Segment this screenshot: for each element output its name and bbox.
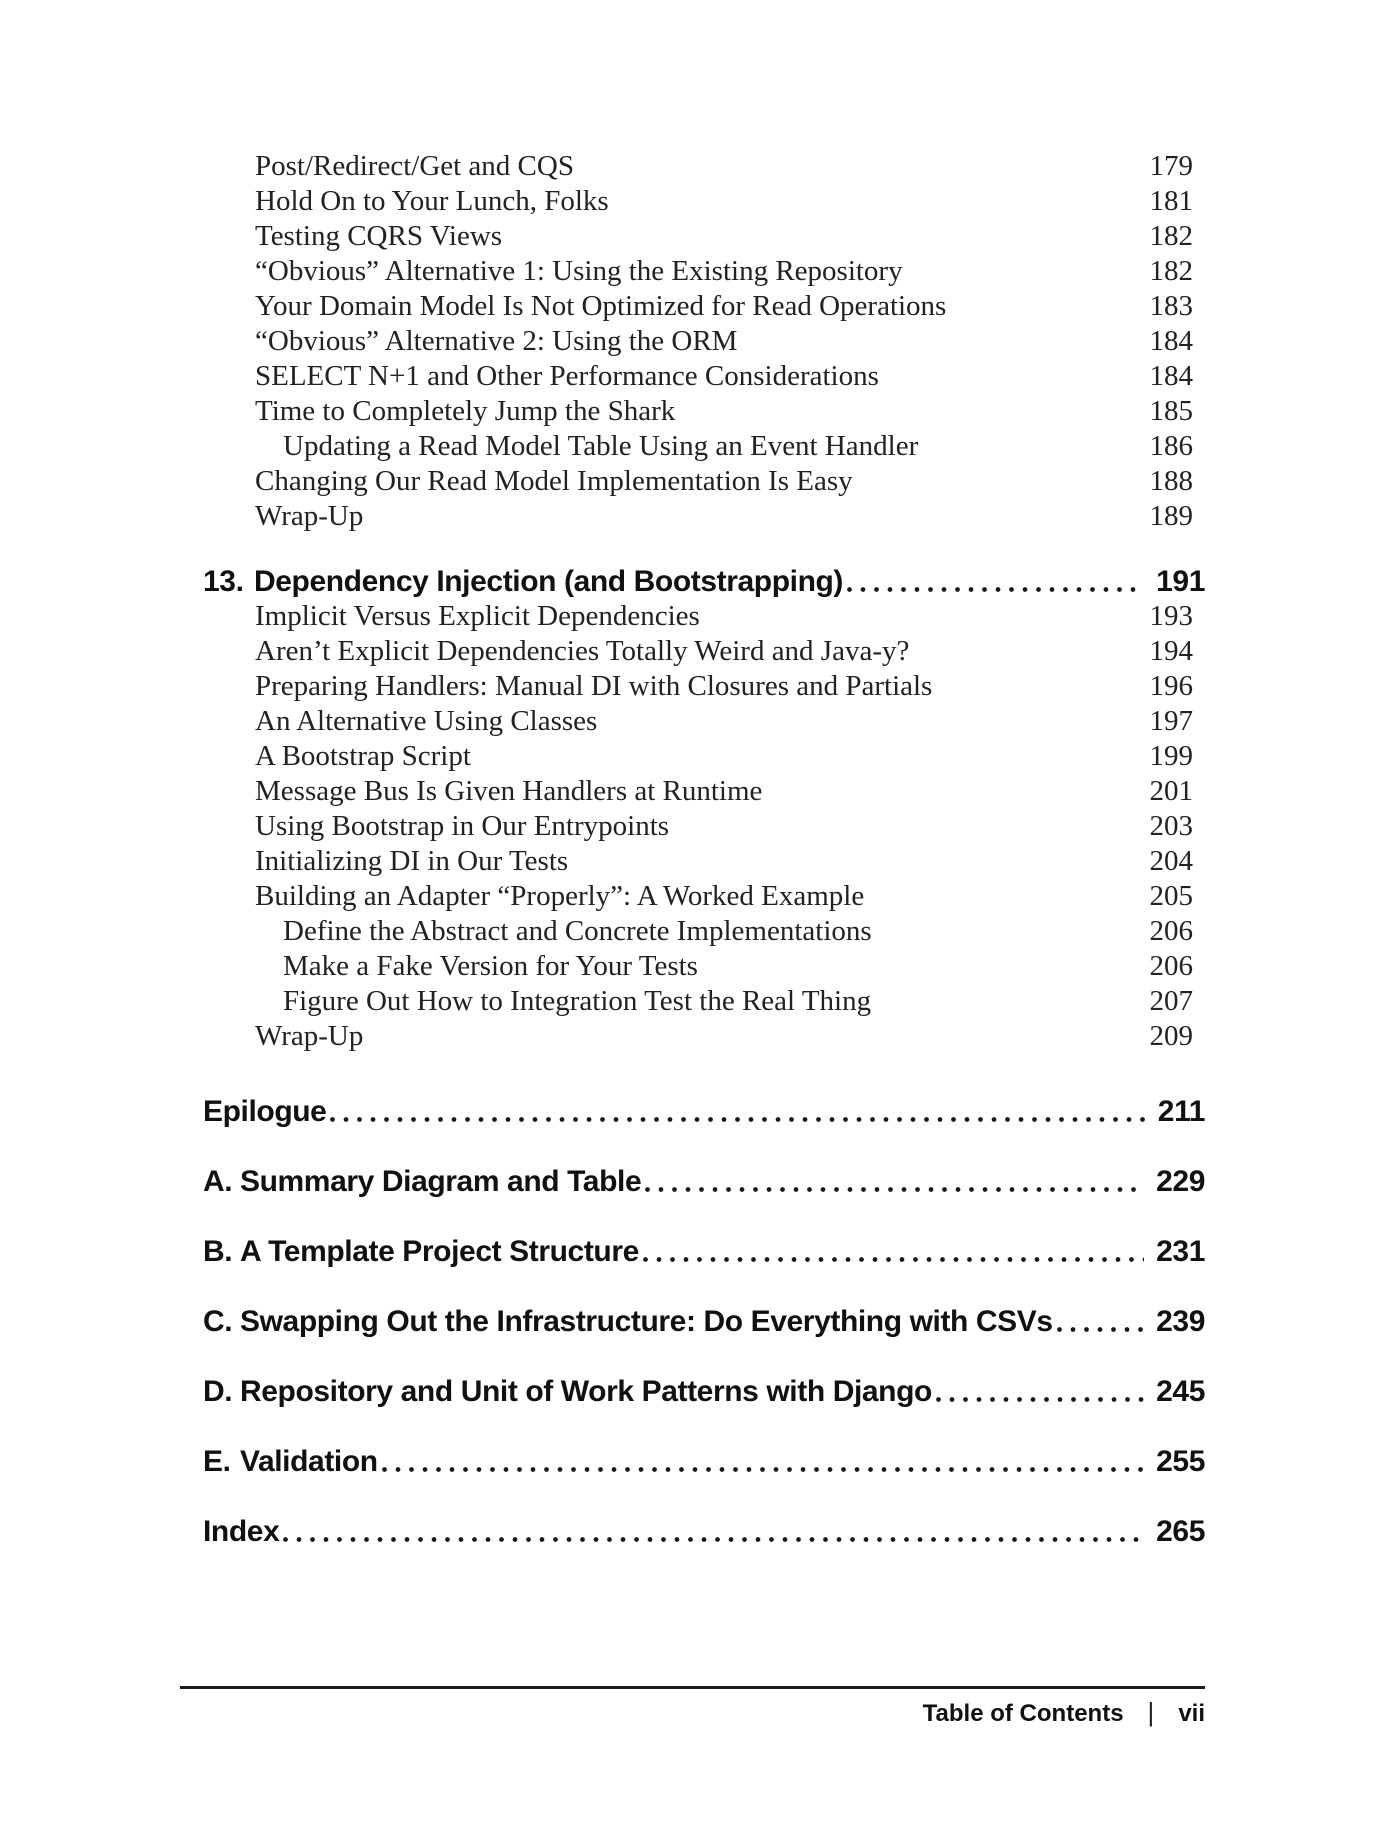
- entry-title: Swapping Out the Infrastructure: Do Everything with CSVs: [240, 1305, 1053, 1338]
- toc-entry: [203, 499, 1205, 534]
- entry-page-number: 182: [1149, 220, 1193, 252]
- entry-page-number: 201: [1149, 775, 1193, 807]
- entry-page-number: 193: [1149, 600, 1193, 632]
- toc-entry: [203, 949, 1205, 984]
- entry-title: “Obvious” Alternative 1: Using the Existing Repository: [255, 255, 903, 287]
- toc-entry: [203, 914, 1205, 949]
- entry-page-number: 186: [1149, 430, 1193, 462]
- entry-title: Testing CQRS Views: [255, 220, 503, 252]
- chapter13-block: [203, 564, 1205, 1054]
- entry-title: Dependency Injection (and Bootstrapping): [254, 565, 844, 598]
- entry-page-number: 185: [1149, 395, 1193, 427]
- toc-entry: [203, 289, 1205, 324]
- entry-page-number: 229: [1156, 1165, 1205, 1198]
- entry-title: Wrap-Up: [255, 500, 364, 532]
- entry-page-number: 196: [1149, 670, 1193, 702]
- toc-entry: [203, 809, 1205, 844]
- entry-title: Define the Abstract and Concrete Implementations: [283, 915, 872, 947]
- entry-title: Figure Out How to Integration Test the Real Thing: [283, 985, 872, 1017]
- toc-entry: [203, 669, 1205, 704]
- entry-title: Message Bus Is Given Handlers at Runtime: [255, 775, 763, 807]
- entry-title: Using Bootstrap in Our Entrypoints: [255, 810, 670, 842]
- entry-title: SELECT N+1 and Other Performance Considerations: [255, 360, 879, 392]
- back-matter-heading: [203, 1514, 1205, 1549]
- footer-section-label: Table of Contents: [922, 1700, 1124, 1727]
- toc-entry: [203, 599, 1205, 634]
- leader-dots: [847, 587, 1144, 592]
- back-matter-line: [203, 1514, 1205, 1549]
- entry-title: Wrap-Up: [255, 1020, 364, 1052]
- entry-title: Hold On to Your Lunch, Folks: [255, 185, 609, 217]
- entry-title: A Bootstrap Script: [255, 740, 471, 772]
- entry-title: Aren’t Explicit Dependencies Totally Weird and Java-y?: [255, 635, 910, 667]
- toc-entry: [203, 634, 1205, 669]
- leader-dots: [382, 1467, 1144, 1472]
- entry-prefix: B.: [203, 1235, 233, 1268]
- entry-page-number: 205: [1149, 880, 1193, 912]
- back-matter-line: [203, 1094, 1205, 1129]
- entry-title: Validation: [240, 1445, 378, 1478]
- back-matter-heading: [203, 1444, 1205, 1479]
- back-matter-heading: [203, 1304, 1205, 1339]
- entry-page-number: 211: [1157, 1095, 1205, 1128]
- entry-prefix: D.: [203, 1375, 233, 1408]
- entry-title: Building an Adapter “Properly”: A Worked Example: [255, 880, 865, 912]
- entry-title: Repository and Unit of Work Patterns with Django: [240, 1375, 932, 1408]
- footer-page-number: vii: [1178, 1700, 1205, 1727]
- toc-entry: [203, 324, 1205, 359]
- entry-title: Changing Our Read Model Implementation Is Easy: [255, 465, 853, 497]
- toc-entry: [203, 394, 1205, 429]
- entry-page-number: 197: [1149, 705, 1193, 737]
- entry-prefix: E.: [203, 1445, 231, 1478]
- entry-title: Your Domain Model Is Not Optimized for Read Operations: [255, 290, 947, 322]
- entry-page-number: 194: [1149, 635, 1193, 667]
- leader-dots: [330, 1117, 1145, 1122]
- entry-title: Make a Fake Version for Your Tests: [283, 950, 698, 982]
- entry-page-number: 182: [1149, 255, 1193, 287]
- entry-title: Initializing DI in Our Tests: [255, 845, 569, 877]
- footer-rule: [180, 1686, 1205, 1689]
- leader-dots: [645, 1187, 1144, 1192]
- chapter-heading: [203, 564, 1205, 599]
- entry-prefix: A.: [203, 1165, 233, 1198]
- entry-page-number: 206: [1149, 950, 1193, 982]
- toc-entry: [203, 739, 1205, 774]
- entry-page-number: 184: [1149, 360, 1193, 392]
- back-matter-heading: [203, 1094, 1205, 1129]
- back-matter-line: [203, 1374, 1205, 1409]
- entry-title: “Obvious” Alternative 2: Using the ORM: [255, 325, 738, 357]
- toc-entry: [203, 429, 1205, 464]
- entry-title: Implicit Versus Explicit Dependencies: [255, 600, 700, 632]
- toc-entry: [203, 984, 1205, 1019]
- entry-page-number: 189: [1149, 500, 1193, 532]
- entry-page-number: 231: [1156, 1235, 1205, 1268]
- back-matter-line: [203, 1304, 1205, 1339]
- toc-entry: [203, 184, 1205, 219]
- toc-entry: [203, 219, 1205, 254]
- entry-page-number: 181: [1149, 185, 1193, 217]
- leader-dots: [283, 1537, 1144, 1542]
- entry-title: Epilogue: [203, 1095, 327, 1128]
- back-matter-heading: [203, 1234, 1205, 1269]
- footer-divider: |: [1147, 1697, 1155, 1727]
- entry-page-number: 209: [1149, 1020, 1193, 1052]
- entry-page-number: 188: [1149, 465, 1193, 497]
- leader-dots: [643, 1257, 1144, 1262]
- entry-title: Preparing Handlers: Manual DI with Closures and Partials: [255, 670, 933, 702]
- entry-page-number: 183: [1149, 290, 1193, 322]
- toc-entry: [203, 254, 1205, 289]
- toc-entry: [203, 704, 1205, 739]
- entry-prefix: 13.: [203, 565, 244, 598]
- entry-page-number: 203: [1149, 810, 1193, 842]
- entry-title: Post/Redirect/Get and CQS: [255, 150, 574, 182]
- toc-entry: [203, 149, 1205, 184]
- entry-page-number: 245: [1156, 1375, 1205, 1408]
- toc-entry: [203, 464, 1205, 499]
- entry-title: An Alternative Using Classes: [255, 705, 598, 737]
- entry-title: Summary Diagram and Table: [240, 1165, 642, 1198]
- back-matter-line: [203, 1164, 1205, 1199]
- entry-page-number: 265: [1156, 1515, 1205, 1548]
- toc-entry: [203, 359, 1205, 394]
- toc-entry: [203, 1019, 1205, 1054]
- entry-page-number: 206: [1149, 915, 1193, 947]
- entry-page-number: 199: [1149, 740, 1193, 772]
- entry-page-number: 179: [1149, 150, 1193, 182]
- entry-page-number: 191: [1156, 565, 1205, 598]
- leader-dots: [936, 1397, 1144, 1402]
- entry-title: Time to Completely Jump the Shark: [255, 395, 676, 427]
- entry-page-number: 184: [1149, 325, 1193, 357]
- entry-title: Index: [203, 1515, 280, 1548]
- leader-dots: [1057, 1327, 1144, 1332]
- toc-entry: [203, 844, 1205, 879]
- chapter12-entries-block: [203, 149, 1205, 534]
- back-matter-heading: [203, 1164, 1205, 1199]
- toc-entry: [203, 774, 1205, 809]
- entry-prefix: C.: [203, 1305, 233, 1338]
- entry-page-number: 207: [1149, 985, 1193, 1017]
- entry-title: A Template Project Structure: [240, 1235, 639, 1268]
- back-matter-line: [203, 1444, 1205, 1479]
- entry-page-number: 204: [1149, 845, 1193, 877]
- back-matter-line: [203, 1234, 1205, 1269]
- entry-page-number: 239: [1156, 1305, 1205, 1338]
- back-matter-heading: [203, 1374, 1205, 1409]
- toc-entry: [203, 879, 1205, 914]
- footer: [923, 1697, 1205, 1728]
- entry-title: Updating a Read Model Table Using an Event Handler: [283, 430, 919, 462]
- entry-page-number: 255: [1156, 1445, 1205, 1478]
